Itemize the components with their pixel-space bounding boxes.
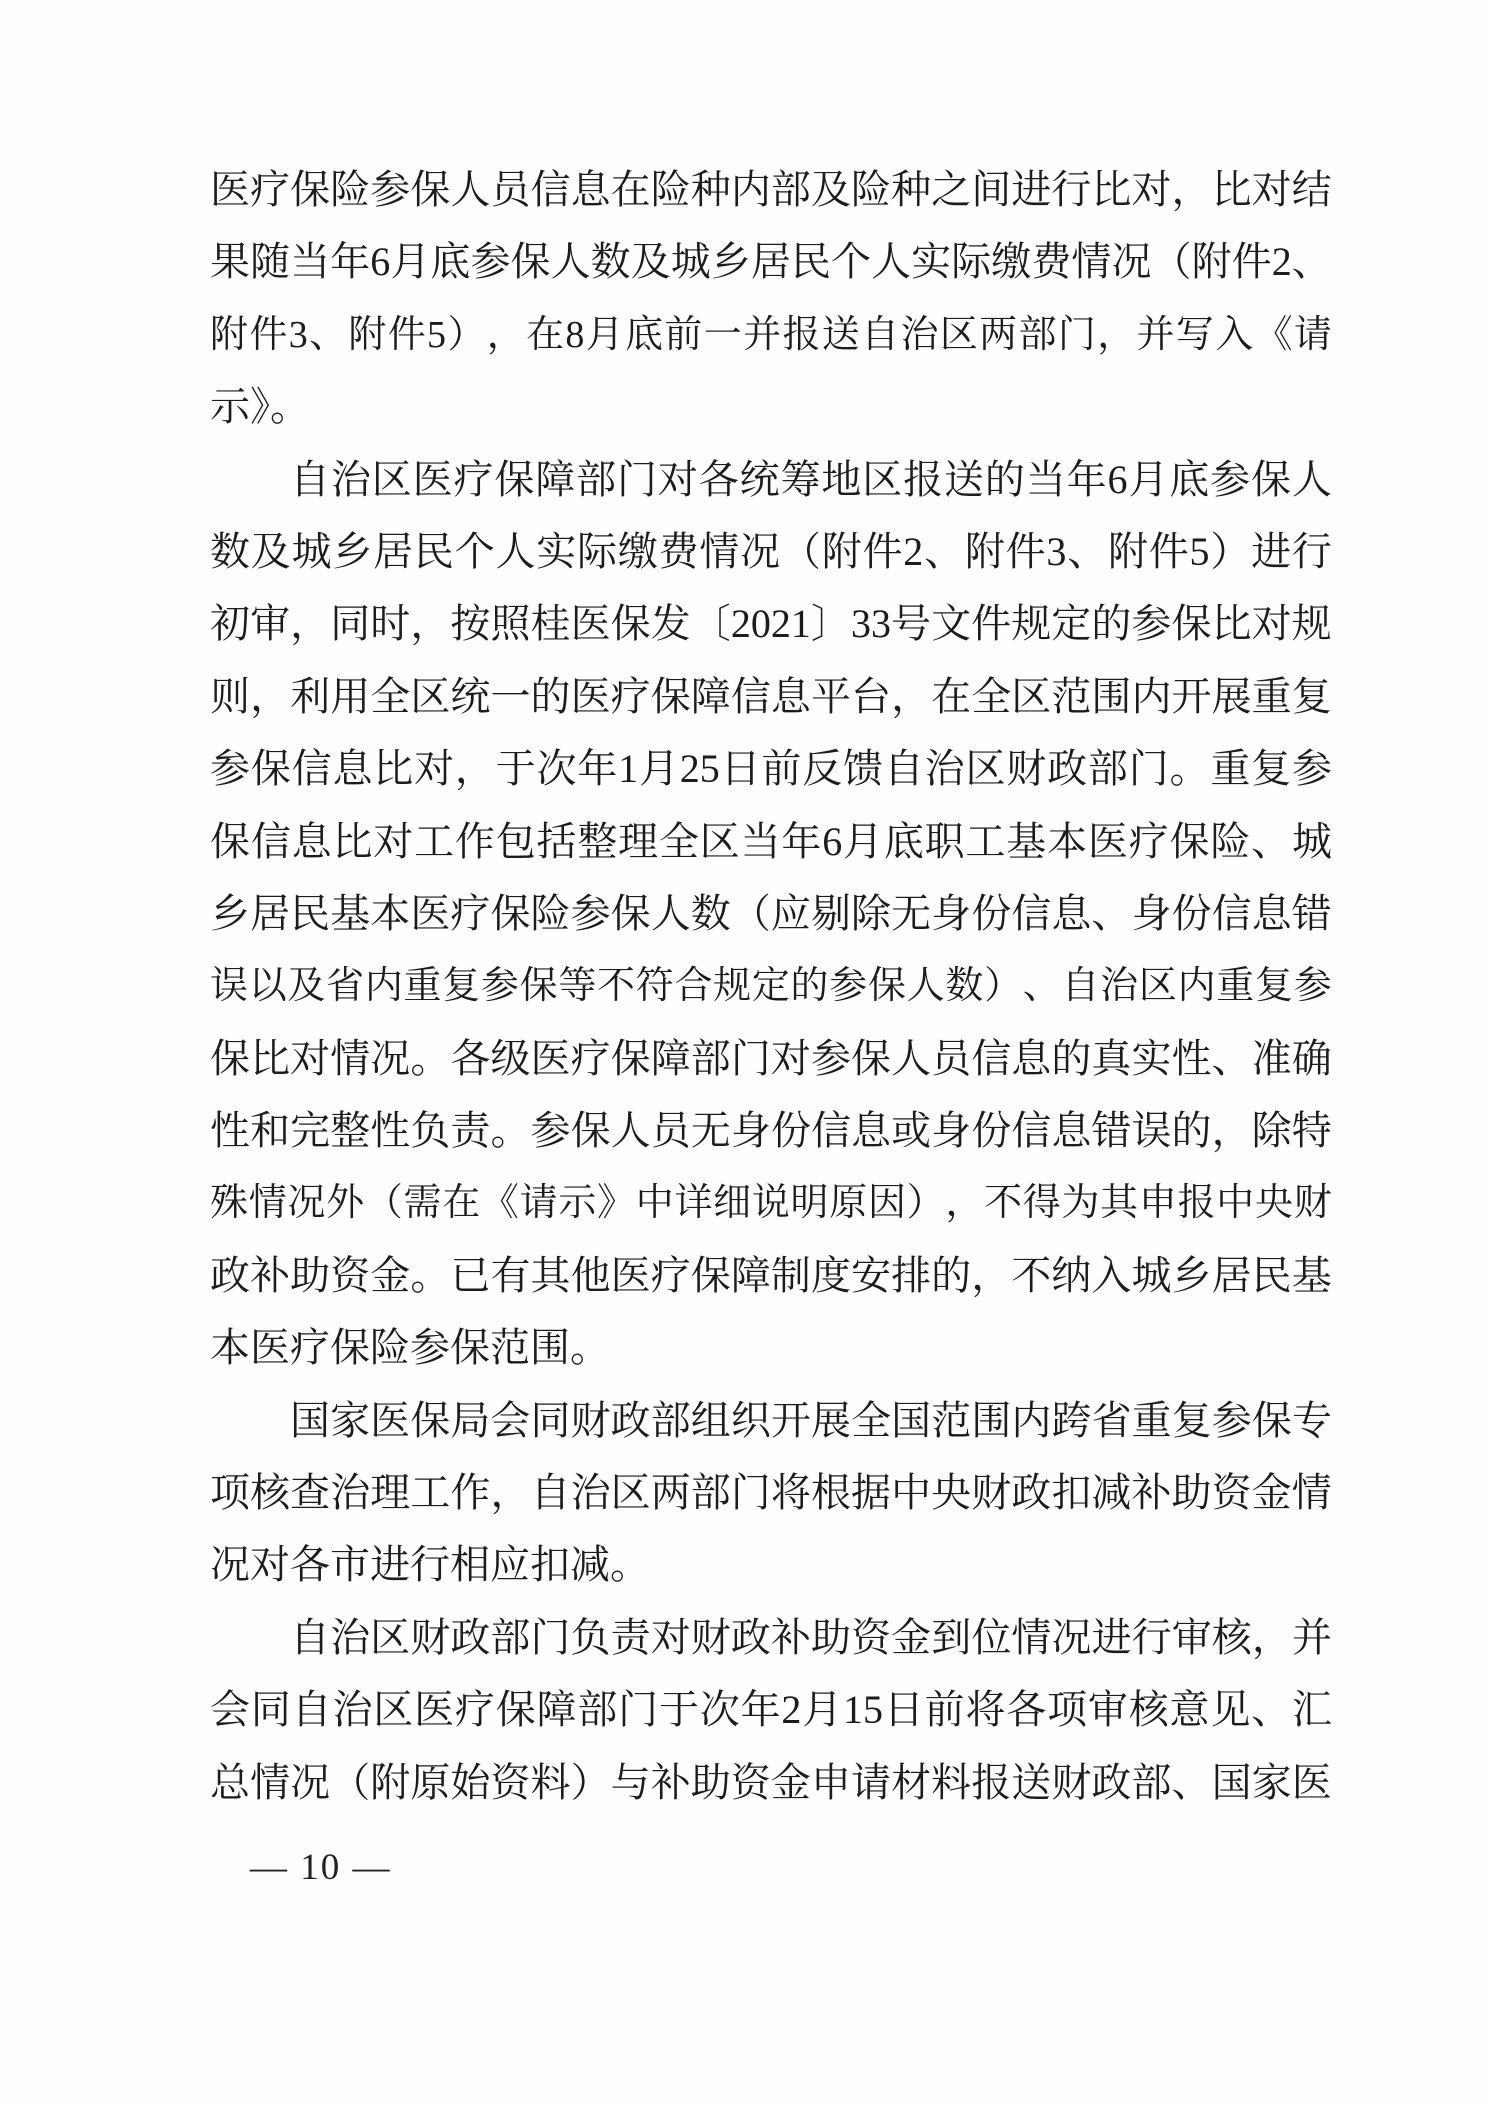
document-body-text <box>210 154 1332 1819</box>
text-line: 误 以 及 省 内 重 复 参 保 等 不 符 合 规 定 的 参 保 人 数 ） 、 自 治 区 内 重 复 参 <box>210 965 1332 1008</box>
text-line: 则 ， 利 用 全 区 统 一 的 医 疗 保 障 信 息 平 台 ， 在 全 区 范 围 内 开 展 重 复 <box>210 673 1332 719</box>
text-line: 保 比 对 情 况 。 各 级 医 疗 保 障 部 门 对 参 保 人 员 信 息 的 真 实 性 、 准 确 <box>210 1035 1332 1081</box>
text-line: 初 审 ， 同 时 ， 按 照 桂 医 保 发 〔 2021 〕 33 号 文 件 规 定 的 参 保 比 对 规 <box>210 601 1332 647</box>
text-line: 自 治 区 财 政 部 门 负 责 对 财 政 补 助 资 金 到 位 情 况 进 行 审 核 ， 并 <box>290 1614 1332 1660</box>
text-line: 乡 居 民 基 本 医 疗 保 险 参 保 人 数 （ 应 剔 除 无 身 份 信 息 、 身 份 信 息 错 <box>210 890 1332 936</box>
text-line: 保 信 息 比 对 工 作 包 括 整 理 全 区 当 年 6 月 底 职 工 基 本 医 疗 保 险 、 城 <box>210 818 1332 864</box>
text-line: 医 疗 保 险 参 保 人 员 信 息 在 险 种 内 部 及 险 种 之 间 进 行 比 对 ， 比 对 结 <box>210 167 1332 212</box>
text-line: 国 家 医 保 局 会 同 财 政 部 组 织 开 展 全 国 范 围 内 跨 省 重 复 参 保 专 <box>290 1397 1332 1443</box>
text-line: 总 情 况 （ 附 原 始 资 料 ） 与 补 助 资 金 申 请 材 料 报 送 财 政 部 、 国 家 医 <box>210 1759 1332 1805</box>
page-number: — 10 — <box>250 1847 392 1888</box>
text-line: 参 保 信 息 比 对 ， 于 次 年 1 月 25 日 前 反 馈 自 治 区 财 政 部 门 。 重 复 参 <box>210 746 1332 792</box>
text-line: 果 随 当 年 6 月 底 参 保 人 数 及 城 乡 居 民 个 人 实 际 缴 费 情 况 （ 附 件 2 、 <box>210 239 1332 285</box>
text-line: 殊 情 况 外 （ 需 在 《 请 示 》 中 详 细 说 明 原 因 ） ， 不 得 为 其 申 报 中 央 财 <box>210 1182 1332 1225</box>
text-line: 项 核 查 治 理 工 作 ， 自 治 区 两 部 门 将 根 据 中 央 财 政 扣 减 补 助 资 金 情 <box>210 1470 1332 1516</box>
text-line: 数 及 城 乡 居 民 个 人 实 际 缴 费 情 况 （ 附 件 2 、 附 件 3 、 附 件 5 ） 进 行 <box>210 528 1332 574</box>
text-line: 况对各市进行相应扣减。 <box>210 1542 650 1588</box>
text-line: 附 件 3 、 附 件 5 ） ， 在 8 月 底 前 一 并 报 送 自 治 区 两 部 门 ， 并 写 入 《 请 <box>210 313 1332 356</box>
text-line: 政 补 助 资 金 。 已 有 其 他 医 疗 保 障 制 度 安 排 的 ， 不 纳 入 城 乡 居 民 基 <box>210 1252 1332 1298</box>
text-line: 本医疗保险参保范围。 <box>210 1325 610 1371</box>
text-line: 自 治 区 医 疗 保 障 部 门 对 各 统 筹 地 区 报 送 的 当 年 6 月 底 参 保 人 <box>290 456 1332 502</box>
text-line: 会 同 自 治 区 医 疗 保 障 部 门 于 次 年 2 月 15 日 前 将 各 项 审 核 意 见 、 汇 <box>210 1687 1332 1733</box>
text-line: 性 和 完 整 性 负 责 。 参 保 人 员 无 身 份 信 息 或 身 份 信 息 错 误 的 ， 除 特 <box>210 1108 1332 1154</box>
text-line: 示》。 <box>210 384 310 430</box>
